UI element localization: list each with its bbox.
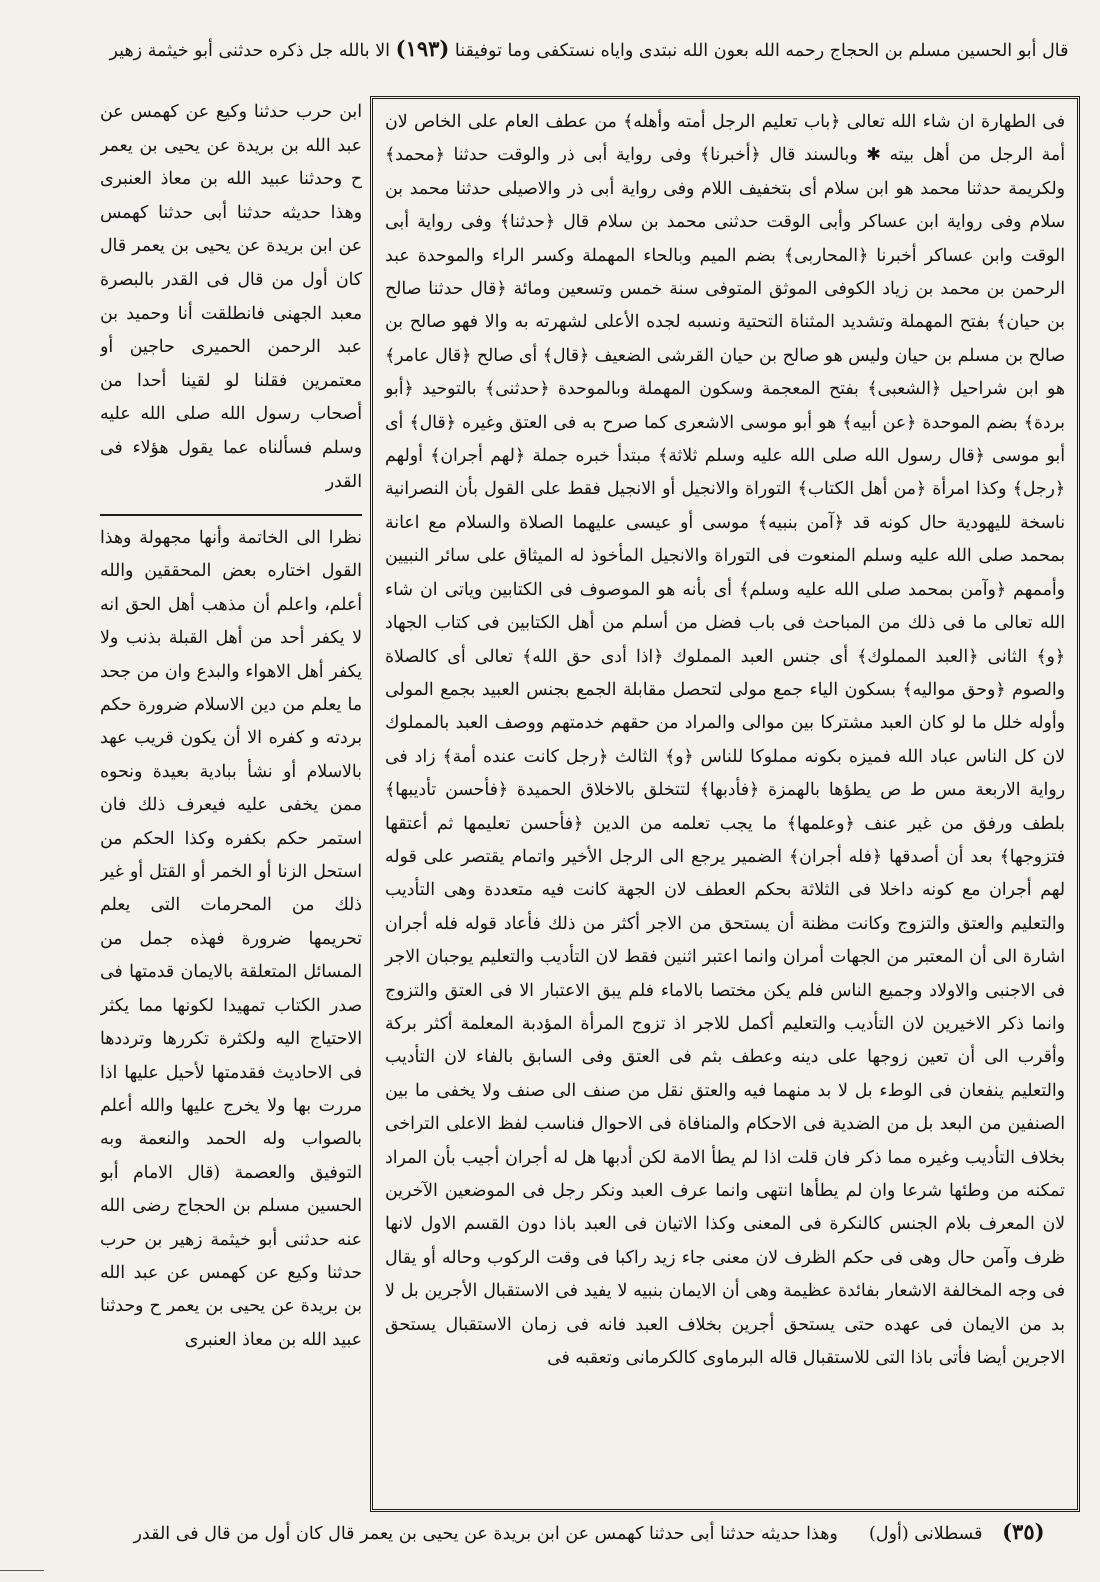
page-header bbox=[96, 36, 1082, 88]
footer-book-name: قسطلانى bbox=[914, 1524, 983, 1544]
bottom-edge-rule bbox=[0, 1570, 44, 1571]
header-left-text: قال أبو الحسين مسلم بن الحجاج رحمه الله بعون الله نبتدى واياه نستكفى وما توفيقنا bbox=[454, 41, 1069, 61]
footer-volume: (أول) bbox=[869, 1524, 909, 1544]
footer-catchword-text: وهذا حديثه حدثنا أبى حدثنا كهمس عن ابن بريدة عن يحيى بن يعمر قال كان أول من قال فى القدر bbox=[133, 1524, 838, 1544]
header-right-text: الا بالله جل ذكره حدثنى أبو خيثمة زهير bbox=[109, 41, 391, 61]
page-footer bbox=[96, 1514, 1082, 1554]
side-commentary-text: نظرا الى الخاتمة وأنها مجهولة وهذا القول اختاره بعض المحققين والله أعلم، واعلم أن مذهب أهل الحق انه لا يكفر أحد من أهل القبلة بذنب ولا يكفر أهل الاهواء والبدع وان من جحد ما يعلم من دين الاسلام ضرورة حكم بردته و كفره الا أن يكون قريب عهد بالاسلام أو نشأ ببادية بعيدة ونحوه ممن يخفى عليه فيعرف ذلك فان استمر حكم بكفره وكذا الحكم من استحل الزنا أو الخمر أو القتل أو غير ذلك من المحرمات التى يعلم تحريمها ضرورة فهذه جمل من المسائل المتعلقة بالايمان قدمتها فى صدر الكتاب تمهيدا لكونها مما يكثر الاحتياج اليه ولكثرة تكررها وترددها فى الاحاديث فقدمتها لأحيل عليها اذا مررت بها ولا يخرج عليها والله أعلم بالصواب وله الحمد والنعمة وبه التوفيق والعصمة (قال الامام أبو الحسين مسلم بن الحجاج رضى الله عنه حدثنى أبو خيثمة زهير بن حرب حدثنا وكيع عن كهمس عن عبد الله بن بريدة عن يحيى بن يعمر ح وحدثنا عبيد الله بن معاذ العنبرى bbox=[100, 528, 362, 1350]
header-page-number: (١٩٣) bbox=[395, 36, 450, 61]
main-commentary-text: فى الطهارة ان شاء الله تعالى ﴿باب تعليم الرجل أمته وأهله﴾ من عطف العام على الخاص لان أمة الرجل من أهل بيته ✱ وبالسند قال ﴿أخبرنا﴾ وفى رواية أبى ذر والوقت حدثنا ﴿محمد﴾ ولكريمة حدثنا محمد هو ابن سلام أى بتخفيف اللام وفى رواية أبى ذر والاصيلى حدثنا محمد بن سلام وفى رواية ابن عساكر وأبى الوقت حدثنى محمد بن سلام قال ﴿حدثنا﴾ وفى رواية أبى الوقت وابن عساكر أخبرنا ﴿المحاربى﴾ بضم الميم وبالحاء المهملة وكسر الراء والموحدة عبد الرحمن بن محمد بن زياد الكوفى الموثق المتوفى سنة خمس وتسعين ومائة ﴿قال حدثنا صالح بن حيان﴾ بفتح المهملة وتشديد المثناة التحتية ونسبه لجده الأعلى لشهرته به والا فهو صالح بن صالح بن مسلم بن حيان وليس هو صالح بن حيان القرشى الضعيف ﴿قال﴾ أى صالح ﴿قال عامر﴾ هو ابن شراحيل ﴿الشعبى﴾ بفتح المعجمة وسكون المهملة وبالموحدة ﴿حدثنى﴾ بالتوحيد ﴿أبو بردة﴾ بضم الموحدة ﴿عن أبيه﴾ هو أبو موسى الاشعرى كما صرح به فى العتق وغيره ﴿قال﴾ أى أبو موسى ﴿قال رسول الله صلى الله عليه وسلم ثلاثة﴾ مبتدأ خبره جملة ﴿لهم أجران﴾ أولهم ﴿رجل﴾ وكذا امرأة ﴿من أهل الكتاب﴾ التوراة والانجيل أو الانجيل فقط على القول بأن النصرانية ناسخة لليهودية حال كونه قد ﴿آمن بنبيه﴾ موسى أو عيسى عليهما الصلاة والسلام مع اعانة بمحمد صلى الله عليه وسلم المنعوت فى التوراة والانجيل المأخوذ له الميثاق على سائر النبيين وأممهم ﴿وآمن بمحمد صلى الله عليه وسلم﴾ أى بأنه هو الموصوف فى الكتابين وياتى ان شاء الله تعالى ما فى ذلك من المباحث فى باب فضل من أسلم من أهل الكتابين فى كتاب الجهاد ﴿و﴾ الثانى ﴿العبد المملوك﴾ أى جنس العبد المملوك ﴿اذا أدى حق الله﴾ تعالى أى كالصلاة والصوم ﴿وحق مواليه﴾ بسكون الياء جمع مولى لتحصل مقابلة الجمع بجنس العبيد بجمع المولى وأوله خلل ما لو كان العبد مشتركا بين موالى والمراد من حقهم خدمتهم ووصف العبد بالمملوك لان كل الناس عباد الله فميزه بكونه مملوكا للناس ﴿و﴾ الثالث ﴿رجل كانت عنده أمة﴾ زاد فى رواية الاربعة مس ط ص يطؤها بالهمزة ﴿فأدبها﴾ لتتخلق بالاخلاق الحميدة ﴿فأحسن تأديبها﴾ بلطف ورفق من غير عنف ﴿وعلمها﴾ ما يجب تعلمه من الدين ﴿فأحسن تعليمها ثم أعتقها فتزوجها﴾ بعد أن أصدقها ﴿فله أجران﴾ الضمير يرجع الى الرجل الأخير واتمام يقتصر على قوله لهم أجران مع كونه داخلا فى الثلاثة بحكم العطف لان الجهة كانت فيه متعددة وهى التأديب والتعليم والعتق والتزوج وكانت مظنة أن يستحق من الاجر أكثر من ذلك فأعاد قوله فله أجران اشارة الى أن المعتبر من الجهات أمران وانما اعتبر اثنين فقط لان التأديب والتعليم يوجبان الاجر فى الاجنبى والاولاد وجميع الناس فلم يكن مختصا بالاماء فلم يبق الاعتبار الا فى العتق والتزوج وانما ذكر الاخيرين لان التأديب والتعليم أكمل للاجر اذ تزوج المرأة المؤدبة المعلمة أكثر بركة وأقرب الى أن تعين زوجها على دينه وعطف بثم فى العتق وفى السابق بالفاء لان التأديب والتعليم ينفعان فى الوطء بل لا بد منهما فيه والعتق نقل من صنف الى صنف ولا يخفى ما بين الصنفين من البعد بل من الضدية فى الاحكام والمنافاة فى الاحوال فناسب لفظ الاعلى التراخى بخلاف التأديب وغيره مما ذكر فان قلت اذا لم يطأ الامة لكن أدبها هل له أجران أجيب بأن المراد تمكنه من وطئها شرعا وان لم يطأها انتهى وانما عرف العبد ونكر رجل فى الموضعين الآخرين لان المعرف بلام الجنس كالنكرة فى المعنى وكذا الاتيان فى العبد باذا دون القسم الاول لانها ظرف وآمن حال وهى فى حكم الظرف لان معنى جاء زيد راكبا فى وقت الركوب وحاله أو يقال فى وجه المخالفة الاشعار بفائدة عظيمة وهى أن الايمان بنبيه لا يفيد فى الاستقبال الأجرين بل لا بد من الايمان فى عهده حتى يستحق أجرين بخلاف العبد فانه فى زمان الاستقبال يستحق الاجرين أيضا فأتى باذا التى للاستقبال قاله البرماوى كالكرمانى وتعقبه فى bbox=[385, 112, 1065, 1369]
main-commentary-box bbox=[370, 96, 1080, 1512]
side-hadith-text: ابن حرب حدثنا وكيع عن كهمس عن عبد الله بن بريدة عن يحيى بن يعمر ح وحدثنا عبيد الله بن معاذ العنبرى وهذا حديثه حدثنا أبى حدثنا كهمس عن ابن بريدة عن يحيى بن يعمر قال كان أول من قال فى القدر بالبصرة معبد الجهنى فانطلقت أنا وحميد بن عبد الرحمن الحميرى حاجين أو معتمرين فقلنا لو لقينا أحدا من أصحاب رسول الله صلى الله عليه وسلم فسألناه عما يقول هؤلاء فى القدر bbox=[100, 102, 362, 492]
side-divider bbox=[100, 514, 362, 516]
footer-page-number: (٣٥) bbox=[1002, 1519, 1045, 1544]
